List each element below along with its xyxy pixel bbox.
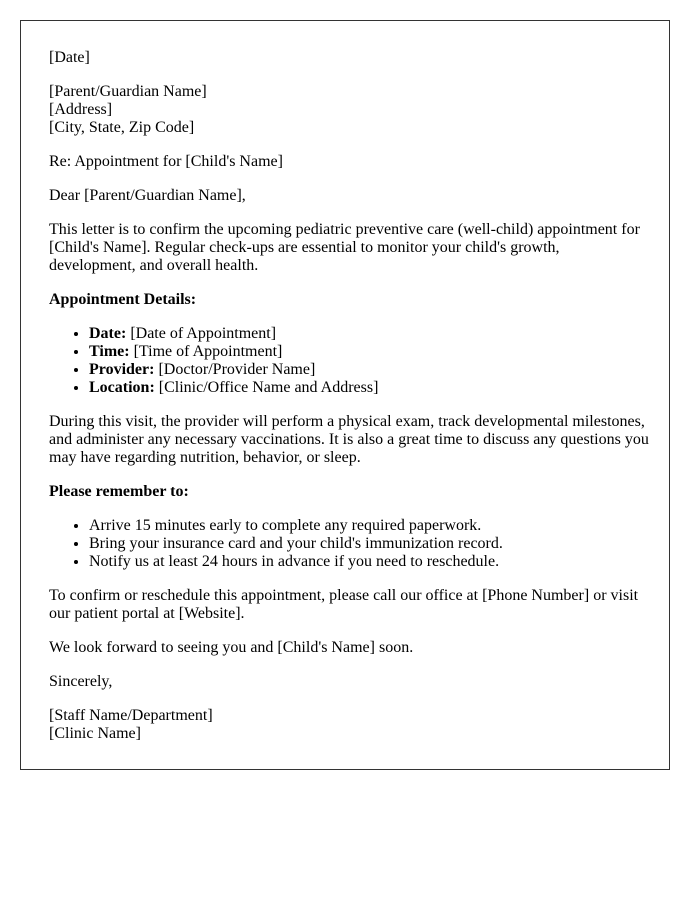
reminders-list	[49, 517, 649, 571]
reminder-item: • Notify us at least 24 hours in advance if you need to reschedule.	[89, 553, 649, 571]
letter-container	[20, 20, 670, 770]
recipient-address: [Address]	[49, 101, 113, 118]
detail-value: [Clinic/Office Name and Address]	[158, 379, 379, 396]
letter-subject: Re: Appointment for [Child's Name]	[49, 153, 283, 170]
reminders-heading: Please remember to:	[49, 483, 189, 500]
detail-item-date	[89, 325, 649, 343]
detail-label: Provider:	[89, 361, 155, 378]
detail-value: [Date of Appointment]	[130, 325, 277, 342]
signature-staff: [Staff Name/Department]	[49, 707, 213, 724]
detail-label: Location:	[89, 379, 155, 396]
detail-item-location	[89, 379, 649, 397]
detail-value: [Doctor/Provider Name]	[158, 361, 316, 378]
contact-paragraph: To confirm or reschedule this appointment, please call our office at [Phone Number] or visit our patient portal at [Website].	[49, 587, 639, 622]
reminder-item: • Bring your insurance card and your child's immunization record.	[89, 535, 649, 553]
detail-item-time	[89, 343, 649, 361]
signature-clinic: [Clinic Name]	[49, 725, 141, 742]
recipient-address-block	[49, 83, 649, 137]
letter-date: [Date]	[49, 49, 90, 66]
appointment-details-heading: Appointment Details:	[49, 291, 197, 308]
detail-item-provider	[89, 361, 649, 379]
recipient-name: [Parent/Guardian Name]	[49, 83, 207, 100]
detail-label: Date:	[89, 325, 127, 342]
letter-salutation: Dear [Parent/Guardian Name],	[49, 187, 246, 204]
intro-paragraph: This letter is to confirm the upcoming pediatric preventive care (well-child) appointment for [Child's Name]. Regular check-ups are essential to monitor your child's growth, development, and overall health.	[49, 221, 640, 274]
letter-signoff: Sincerely,	[49, 673, 113, 690]
detail-value: [Time of Appointment]	[133, 343, 283, 360]
detail-label: Time:	[89, 343, 130, 360]
recipient-city-state-zip: [City, State, Zip Code]	[49, 119, 195, 136]
reminder-item: • Arrive 15 minutes early to complete any required paperwork.	[89, 517, 649, 535]
signature-block	[49, 707, 649, 743]
visit-paragraph: During this visit, the provider will perform a physical exam, track developmental milestones, and administer any necessary vaccinations. It is also a great time to discuss any questions you may have regarding nutrition, behavior, or sleep.	[49, 413, 649, 466]
appointment-details-list	[49, 325, 649, 397]
closing-line: We look forward to seeing you and [Child's Name] soon.	[49, 639, 414, 656]
